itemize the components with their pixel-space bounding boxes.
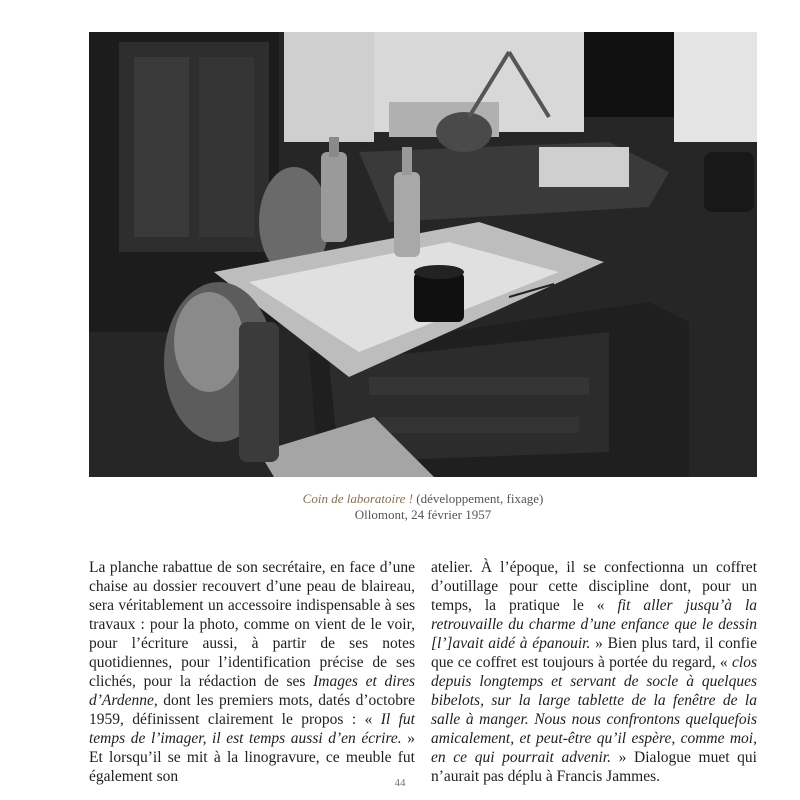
page-number: 44 <box>394 777 406 789</box>
text-run: atelier. À l’époque, il se confectionna un coffret d’outillage pour cette discipline dont, pour un temps, la pratique le « <box>431 559 757 614</box>
text-column-right <box>431 558 757 786</box>
quotation: clos depuis longtemps et servant de socle à quelques bibelots, sur la large tablette de la fenêtre de la salle à manger. Nous nous confrontons quelquefois amicalement, et peut-être qu’il espère, comme moi, en ce qui pourrait advenir. <box>431 654 757 766</box>
paragraph-left <box>89 558 415 786</box>
caption-title: Coin de laboratoire ! <box>302 491 414 506</box>
quotation: fit aller jusqu’à la retrouvaille du charme d’une enfance que le dessin [l’]avait aidé à épanouir. <box>431 597 758 652</box>
desk-photo-illustration <box>89 32 757 477</box>
caption-line-1 <box>89 491 757 507</box>
caption-title-rest: (développement, fixage) <box>413 491 544 506</box>
text-run: » Bien plus tard, il confie que ce coffret est toujours à portée du regard, « <box>431 635 757 671</box>
text-column-left <box>89 558 415 786</box>
text-run: , dont les premiers mots, datés d’octobre 1959, définissent clairement le propos : « <box>89 692 415 728</box>
text-run: » Et lorsqu’il se mit à la linogravure, ce meuble fut également son <box>89 730 415 785</box>
caption-place-date: Ollomont, 24 février 1957 <box>354 507 492 522</box>
photo-caption <box>89 491 757 523</box>
text-run: La planche rabattue de son secrétaire, en face d’une chaise au dossier recouvert d’une peau de blaireau, sera véritablement un accessoire indispensable à ses travaux : pour la photo, comme on vient de le voir, pour l’écriture aussi, à partir de ses notes quotidiennes, pour l’identification précise de ses clichés, pour la rédaction de ses <box>89 559 415 690</box>
text-run: » Dialogue muet qui n’aurait pas déplu à Francis Jammes. <box>431 749 757 785</box>
quotation: Il fut temps de l’imager, il est temps aussi d’en écrire. <box>89 711 415 747</box>
book-title: Images et dires d’Ardenne <box>89 673 415 709</box>
paragraph-right <box>431 558 757 786</box>
photograph <box>89 32 757 477</box>
